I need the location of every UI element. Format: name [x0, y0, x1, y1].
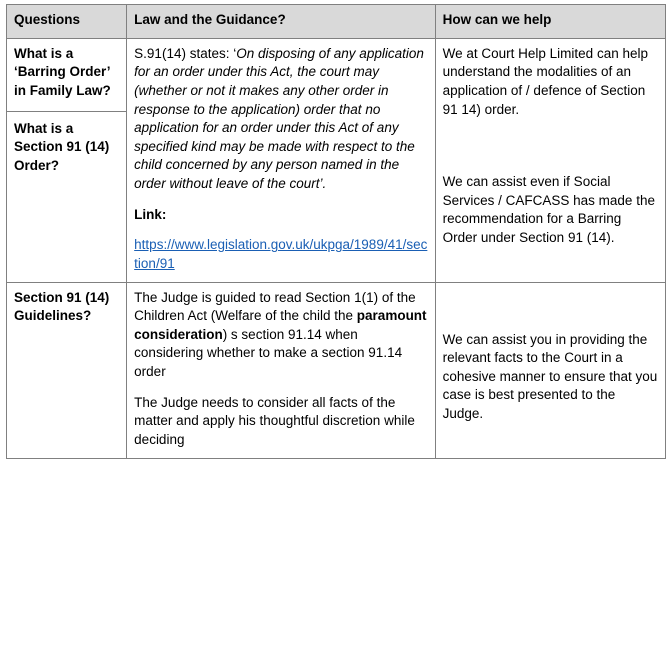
table-row [7, 282, 666, 458]
column-header-questions: Questions [7, 5, 127, 39]
link-paragraph [134, 236, 427, 273]
law-quote-close: ’. [319, 176, 327, 191]
question-section-91-14-guidelines: Section 91 (14) Guidelines? [14, 289, 110, 324]
column-header-law: Law and the Guidance? [127, 5, 435, 39]
help-paragraph-1: We at Court Help Limited can help understand the modalities of an application of / defence of Section 91 14) order. [442, 45, 648, 117]
law-quote-text: On disposing of any application for an order under this Act, the court may (whether or not it makes any other order in response to the application) order that no application for an order under this Act of any specified kind may be made with respect to the child concerned by any person named in the order without leave of the court [134, 45, 424, 191]
table-header-row [7, 5, 666, 39]
help-paragraph-2: We can assist even if Social Services / CAFCASS has made the recommendation for a Barring Order under Section 91 (14). [442, 174, 655, 245]
link-label: Link: [134, 206, 167, 222]
questions-cell-row1 [7, 38, 127, 282]
guidelines-paragraph-1 [134, 289, 427, 382]
law-cell-row2 [127, 282, 435, 458]
guidelines-p1-post: ) s section 91.14 when considering whether to make a section 91.14 order [134, 326, 403, 379]
law-quote-paragraph [134, 45, 427, 194]
guidelines-paragraph-2 [134, 394, 427, 450]
guidelines-p2-pre: The Judge needs to consider all facts of the matter and apply his thoughtful discretion while deciding [134, 394, 415, 447]
help-cell-row2 [435, 282, 665, 458]
column-header-help: How can we help [435, 5, 665, 39]
law-quote-intro: S.91(14) states: ‘ [134, 45, 237, 61]
help-paragraph-3: We can assist you in providing the relevant facts to the Court in a cohesive manner to ensure that you case is best presented to the Judge. [442, 331, 658, 421]
question-barring-order: What is a ‘Barring Order’ in Family Law? [7, 39, 126, 112]
document-page [0, 4, 672, 671]
law-cell-row1 [127, 38, 435, 282]
questions-cell-row2 [7, 282, 127, 458]
guidelines-p1-pre: The Judge is guided to read Section 1(1) of the Children Act (Welfare of the child the [134, 289, 416, 324]
guidelines-p1-bold: paramount consideration [134, 308, 427, 342]
question-section-91-14-order: What is a Section 91 (14) Order? [14, 120, 110, 173]
legislation-link[interactable]: https://www.legislation.gov.uk/ukpga/1989/41/section/91 [134, 237, 428, 271]
table-row [7, 38, 666, 282]
help-cell-row1 [435, 38, 665, 282]
law-guidance-table [6, 4, 666, 459]
